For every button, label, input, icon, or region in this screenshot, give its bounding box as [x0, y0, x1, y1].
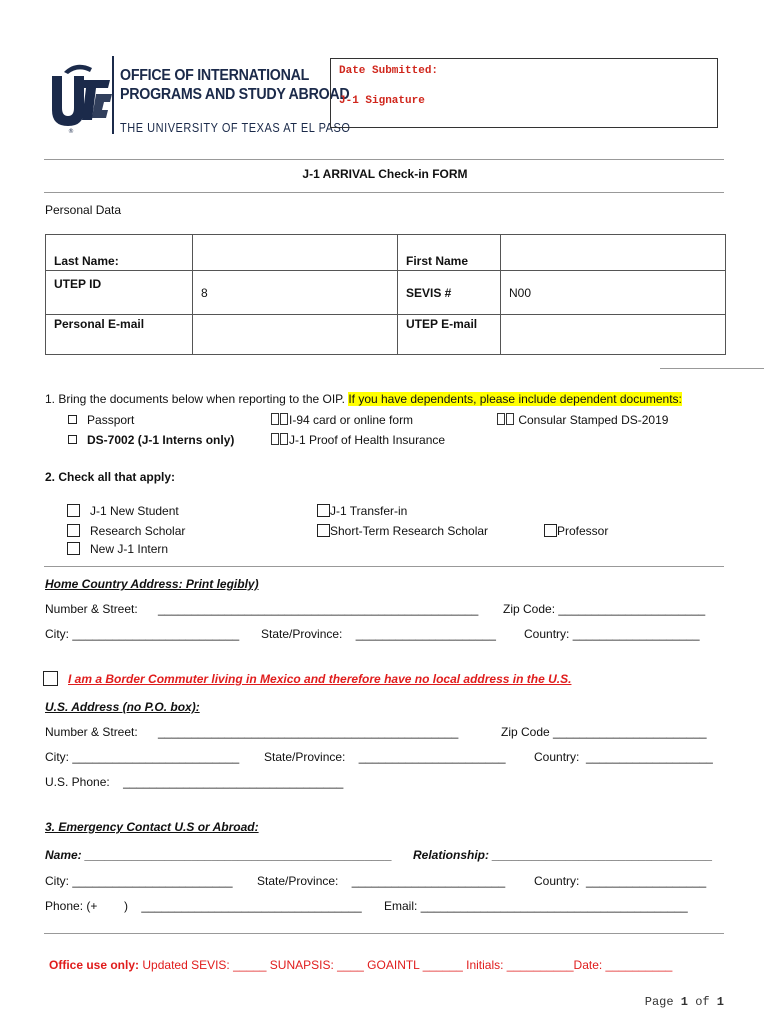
emergency-phone-label: Phone: (+ [45, 899, 98, 913]
checkbox-icon[interactable] [271, 433, 279, 445]
home-state-field[interactable]: _____________________ [355, 627, 496, 641]
emergency-name-field[interactable]: ______________________________________________ [85, 848, 393, 862]
us-state-field[interactable]: ______________________ [358, 750, 506, 764]
home-city-field[interactable]: _________________________ [72, 627, 240, 641]
check-all-heading: 2. Check all that apply: [45, 470, 176, 484]
us-address-heading: U.S. Address (no P.O. box): [45, 700, 200, 714]
emergency-state-field[interactable]: _______________________ [351, 874, 506, 888]
office-title-line2: PROGRAMS AND STUDY ABROAD [120, 86, 350, 103]
divider [44, 933, 724, 934]
emergency-phone-paren: ) [124, 899, 129, 913]
us-state-label: State/Province: [264, 750, 346, 764]
option-transfer [317, 504, 407, 518]
checkbox-icon[interactable] [68, 415, 77, 424]
last-name-field[interactable] [193, 235, 398, 271]
option-research-scholar-label: Research Scholar [90, 524, 186, 538]
border-commuter-label: I am a Border Commuter living in Mexico and therefore have no local address in the U.S. [68, 672, 572, 686]
checkbox-icon[interactable] [497, 413, 505, 425]
home-street-label: Number & Street: [45, 602, 138, 616]
emergency-city [45, 874, 233, 888]
emergency-name-label: Name: [45, 848, 82, 862]
doc-ds7002-label: DS-7002 (J-1 Interns only) [87, 433, 235, 447]
page-of: of [695, 995, 710, 1009]
page-number [645, 995, 724, 1009]
us-phone [45, 775, 343, 789]
checkbox-icon [506, 413, 514, 425]
option-new-student-label: J-1 New Student [90, 504, 179, 518]
date-submitted-label: Date Submitted: [339, 65, 439, 77]
emergency-phone-field[interactable]: _________________________________ [141, 899, 362, 913]
office-use [49, 958, 672, 972]
option-short-term [317, 524, 488, 538]
home-country-field[interactable]: ___________________ [572, 627, 700, 641]
office-title [120, 66, 349, 104]
emergency-state-label: State/Province: [257, 874, 339, 888]
checkbox-icon[interactable] [544, 524, 557, 537]
divider [44, 159, 724, 160]
border-commuter-checkbox[interactable] [43, 671, 58, 686]
first-name-field[interactable] [501, 235, 726, 271]
submission-box [330, 58, 718, 128]
us-state [264, 750, 506, 764]
page-prefix: Page [644, 995, 674, 1009]
doc-passport [68, 413, 134, 427]
office-title-line1: OFFICE OF INTERNATIONAL [120, 67, 310, 84]
home-state-label: State/Province: [261, 627, 343, 641]
emergency-heading: 3. Emergency Contact U.S or Abroad: [45, 820, 259, 834]
home-street-field[interactable]: ________________________________________________ [158, 602, 479, 616]
home-country [524, 627, 700, 641]
doc-i94 [271, 413, 413, 427]
home-city-label: City: [45, 627, 69, 641]
doc-i94-label: I-94 card or online form [289, 413, 414, 427]
checkbox-icon[interactable] [67, 504, 80, 517]
option-intern [67, 542, 168, 556]
emergency-relationship-field[interactable]: _________________________________ [492, 848, 713, 862]
emergency-country-field[interactable]: __________________ [586, 874, 707, 888]
sevis-label: SEVIS # [398, 271, 501, 315]
utep-id-field[interactable]: 8 [193, 271, 398, 315]
home-zip-label: Zip Code: [503, 602, 556, 616]
checkbox-icon[interactable] [67, 524, 80, 537]
emergency-country [534, 874, 706, 888]
home-city [45, 627, 239, 641]
emergency-email [384, 899, 688, 913]
last-name-label: Last Name: [46, 235, 193, 271]
utep-id-label: UTEP ID [46, 271, 193, 315]
us-city-label: City: [45, 750, 69, 764]
j1-signature-label: J-1 Signature [339, 95, 425, 107]
checkbox-icon[interactable] [317, 524, 330, 537]
checkbox-icon[interactable] [67, 542, 80, 555]
option-short-term-label: Short-Term Research Scholar [330, 524, 489, 538]
utep-email-field[interactable] [501, 315, 726, 355]
utep-email-label: UTEP E-mail [398, 315, 501, 355]
office-use-fields: Updated SEVIS: _____ SUNAPSIS: ____ GOAINTL ______ Initials: __________Date: __________ [142, 958, 673, 972]
checkbox-icon [280, 413, 288, 425]
us-city [45, 750, 239, 764]
personal-email-field[interactable] [193, 315, 398, 355]
emergency-country-label: Country: [534, 874, 580, 888]
first-name-label: First Name [398, 235, 501, 271]
emergency-state [257, 874, 505, 888]
doc-health-insurance [271, 433, 445, 447]
doc-ds2019 [497, 413, 668, 427]
personal-email-label: Personal E-mail [46, 315, 193, 355]
us-phone-field[interactable]: _________________________________ [123, 775, 344, 789]
home-zip [503, 602, 705, 616]
logo-divider [112, 56, 114, 134]
emergency-relationship-label: Relationship: [413, 848, 490, 862]
option-transfer-label: J-1 Transfer-in [330, 504, 408, 518]
checkbox-icon[interactable] [68, 435, 77, 444]
option-intern-label: New J-1 Intern [90, 542, 169, 556]
sevis-field[interactable]: N00 [501, 271, 726, 315]
divider [44, 192, 724, 193]
home-zip-field[interactable]: ______________________ [558, 602, 706, 616]
emergency-phone [45, 899, 362, 913]
office-use-label: Office use only: [49, 958, 140, 972]
page-total: 1 [716, 995, 724, 1009]
personal-data-heading: Personal Data [45, 203, 122, 217]
option-professor [544, 524, 608, 538]
home-country-label: Country: [524, 627, 570, 641]
us-zip-field[interactable]: _______________________ [553, 725, 707, 739]
emergency-relationship [413, 848, 713, 862]
us-country-label: Country: [534, 750, 580, 764]
checkbox-icon [280, 433, 288, 445]
utep-logo [46, 58, 114, 134]
doc-ds2019-label: Consular Stamped DS-2019 [518, 413, 669, 427]
documents-intro [45, 392, 682, 406]
us-country [534, 750, 713, 764]
page-current: 1 [680, 995, 688, 1009]
emergency-city-label: City: [45, 874, 69, 888]
doc-passport-label: Passport [87, 413, 135, 427]
us-zip-label: Zip Code [501, 725, 550, 739]
doc-ds7002 [68, 433, 234, 447]
checkbox-icon[interactable] [271, 413, 279, 425]
divider [44, 566, 724, 567]
personal-data-table [45, 234, 726, 355]
us-street-label: Number & Street: [45, 725, 138, 739]
emergency-email-label: Email: [384, 899, 418, 913]
documents-intro-text: 1. Bring the documents below when reporting to the OIP. [45, 392, 345, 406]
us-city-field[interactable]: _________________________ [72, 750, 240, 764]
home-state [261, 627, 496, 641]
emergency-email-field[interactable]: ________________________________________ [420, 899, 688, 913]
home-address-heading: Home Country Address: Print legibly) [45, 577, 259, 591]
option-professor-label: Professor [557, 524, 609, 538]
checkbox-icon[interactable] [317, 504, 330, 517]
us-street-field[interactable]: _____________________________________________ [158, 725, 459, 739]
university-name: THE UNIVERSITY OF TEXAS AT EL PASO [120, 121, 351, 135]
doc-health-label: J-1 Proof of Health Insurance [289, 433, 446, 447]
us-phone-label: U.S. Phone: [45, 775, 110, 789]
us-country-field[interactable]: ___________________ [586, 750, 713, 764]
divider [660, 368, 764, 369]
emergency-name [45, 848, 392, 862]
form-title: J-1 ARRIVAL Check-in FORM [302, 167, 468, 181]
us-zip [501, 725, 707, 739]
emergency-city-field[interactable]: ________________________ [72, 874, 233, 888]
svg-text:®: ® [68, 128, 74, 134]
option-new-student [67, 504, 179, 518]
dependents-note: If you have dependents, please include dependent documents: [348, 392, 682, 406]
option-research-scholar [67, 524, 185, 538]
